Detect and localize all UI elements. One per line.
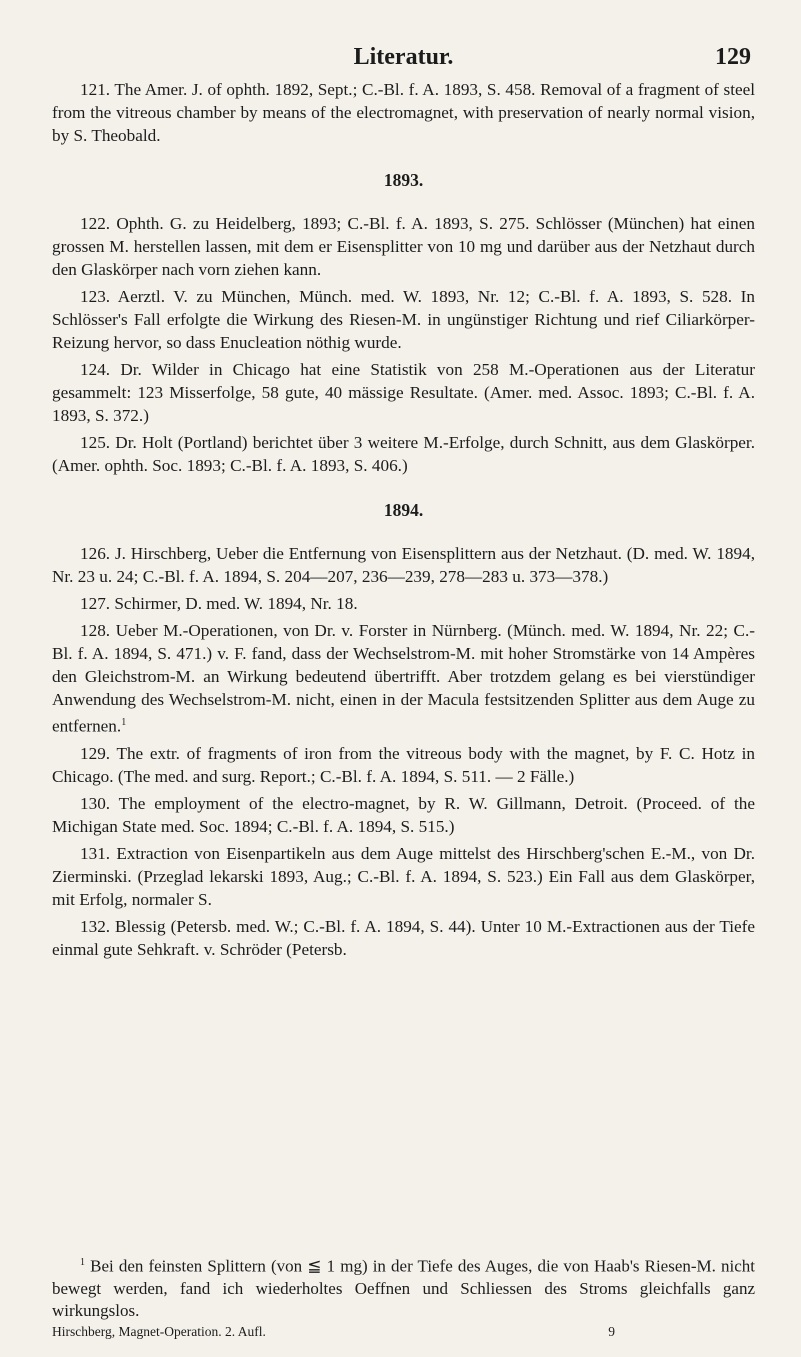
entry-127: 127. Schirmer, D. med. W. 1894, Nr. 18. [80, 594, 358, 613]
entry-129: 129. The extr. of fragments of iron from the vitreous body with the magnet, by F. C. Hotz in Chicago. (The med. and surg. Report.; C.-Bl. f. A. 1894, S. 511. — 2 Fälle.) [52, 743, 755, 786]
entry-130: 130. The employment of the electro-magnet, by R. W. Gillmann, Detroit. (Proceed. of the Michigan State med. Soc. 1894; C.-Bl. f. A. 1894, S. 515.) [52, 793, 755, 836]
footnote-ref: 1 [121, 717, 127, 728]
page-number: 129 [715, 44, 751, 70]
entry-126: 126. J. Hirschberg, Ueber die Entfernung von Eisensplittern aus der Netzhaut. (D. med. W. 1894, Nr. 23 u. 24; C.-Bl. f. A. 1894, S. 204—207, 236—239, 278—283 u. 373—378.) [52, 544, 755, 586]
entry-121: 121. The Amer. J. of ophth. 1892, Sept.; C.-Bl. f. A. 1893, S. 458. Removal of a fragment of steel from the vitreous chamber by means of the electromagnet, with preservation of nearly normal vision, by S. Theobald. [52, 80, 755, 145]
entry-123: 123. Aerztl. V. zu München, Münch. med. W. 1893, Nr. 12; C.-Bl. f. A. 1893, S. 528. In Schlösser's Fall erfolgte die Wirkung des Riesen-M. in ungünstiger Richtung und rief Ciliarkörper-Reizung hervor, so dass Enucleation nöthig wurde. [52, 287, 755, 352]
year-heading-1893: 1893. [383, 170, 424, 190]
entry-124: 124. Dr. Wilder in Chicago hat eine Statistik von 258 M.-Operationen aus der Literatur gesammelt: 123 Misserfolge, 58 gute, 40 mässige Resultate. (Amer. med. Assoc. 1893; C.-Bl. f. A. 1893, S. 372.) [52, 360, 755, 425]
footnote-area [52, 1252, 755, 1340]
entry-122: 122. Ophth. G. zu Heidelberg, 1893; C.-Bl. f. A. 1893, S. 275. Schlösser (München) hat einen grossen M. herstellen lassen, mit dem er Eisensplitter von 10 mg und darüber aus der Netzhaut durch den Glaskörper nach vorn ziehen kann. [52, 214, 755, 279]
running-title: Literatur. [353, 44, 454, 70]
year-heading-1894: 1894. [383, 500, 424, 520]
entry-128 [52, 619, 755, 738]
entry-128-text: 128. Ueber M.-Operationen, von Dr. v. Forster in Nürnberg. (Münch. med. W. 1894, Nr. 22; C.-Bl. f. A. 1894, S. 471.) v. F. fand, dass der Wechselstrom-M. mit hoher Stromstärke von 14 Ampères den Gleichstrom-M. an Wirkung bedeutend übertrifft. Aber trotzdem gelang es bei vierstündiger Anwendung des Wechselstrom-M. nicht, einen in der Macula festsitzenden Splitter aus dem Auge zu entfernen. [52, 621, 755, 736]
body-text [52, 78, 755, 961]
footer-book-title: Hirschberg, Magnet-Operation. 2. Aufl. [52, 1323, 266, 1339]
entry-125: 125. Dr. Holt (Portland) berichtet über 3 weitere M.-Erfolge, durch Schnitt, aus dem Glaskörper. (Amer. ophth. Soc. 1893; C.-Bl. f. A. 1893, S. 406.) [52, 433, 755, 475]
footer-signature: 9 [608, 1323, 615, 1339]
footnote [52, 1252, 755, 1322]
entry-131: 131. Extraction von Eisenpartikeln aus dem Auge mittelst des Hirschberg'schen E.-M., von Dr. Zierminski. (Przeglad lekarski 1893, Aug.; C.-Bl. f. A. 1894, S. 523.) Ein Fall aus dem Glaskörper, mit Erfolg, normaler S. [52, 843, 755, 909]
page-footer [52, 1324, 755, 1340]
running-head [52, 44, 755, 78]
footnote-marker: 1 [80, 1257, 85, 1268]
entry-132: 132. Blessig (Petersb. med. W.; C.-Bl. f. A. 1894, S. 44). Unter 10 M.-Extractionen aus der Tiefe einmal gute Sehkraft. v. Schröder (Petersb. [52, 916, 755, 959]
footnote-text: Bei den feinsten Splittern (von ≦ 1 mg) in der Tiefe des Auges, die von Haab's Riesen-M. nicht bewegt werden, fand ich wiederholtes Oeffnen und Schliessen des Stroms gleichfalls ganz wirkungslos. [52, 1256, 755, 1320]
